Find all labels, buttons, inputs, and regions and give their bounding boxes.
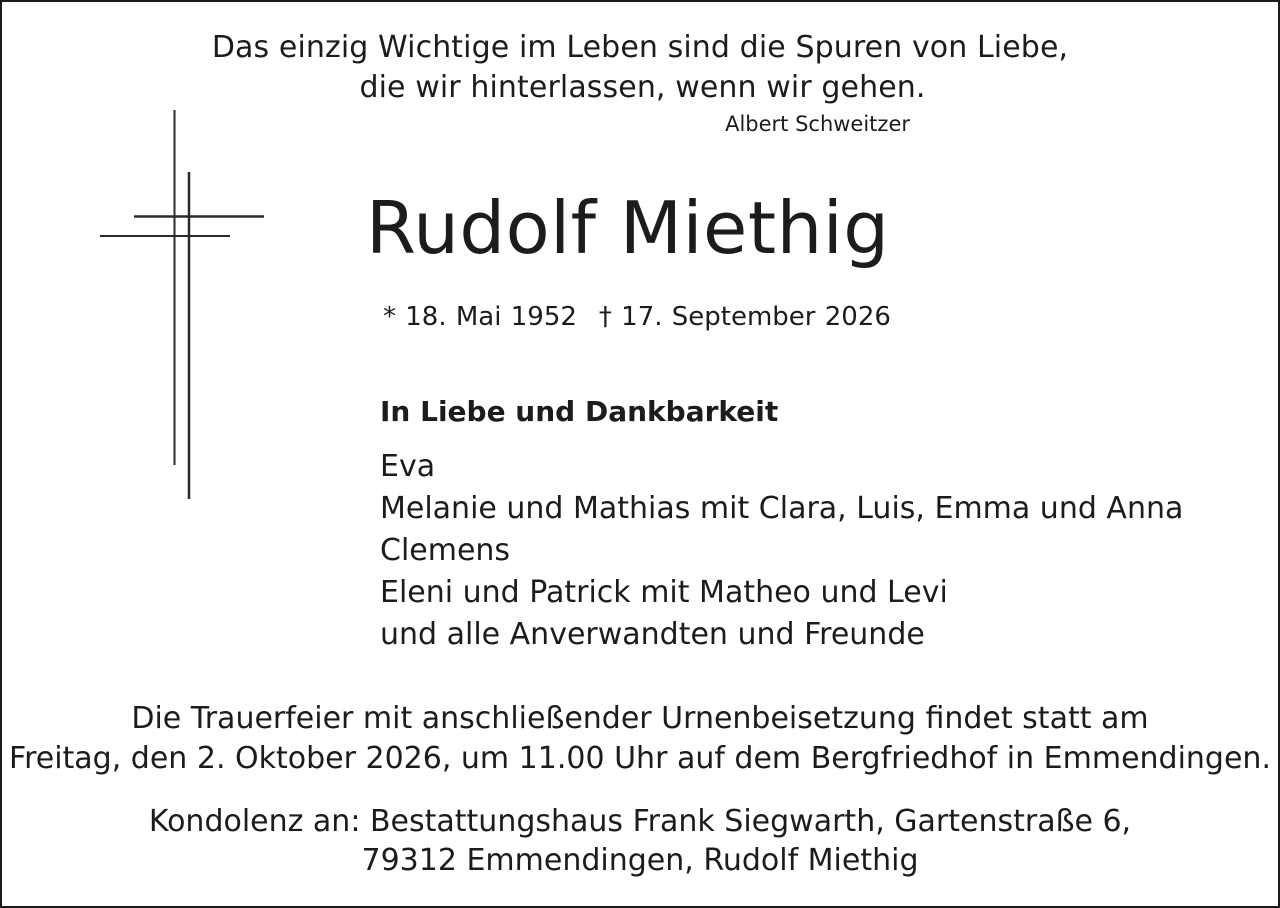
mourners-heading: In Liebe und Dankbarkeit — [380, 395, 779, 428]
quote-author: Albert Schweitzer — [725, 112, 910, 136]
mourner-line: Clemens — [380, 533, 511, 568]
condolence-line-2: 79312 Emmendingen, Rudolf Miethig — [361, 843, 919, 878]
mourner-line: Eva — [380, 449, 436, 484]
condolence-line-1: Kondolenz an: Bestattungshaus Frank Siegwarth, Gartenstraße 6, — [148, 804, 1132, 839]
mourner-line: und alle Anverwandten und Freunde — [380, 617, 925, 652]
mourner-line: Melanie und Mathias mit Clara, Luis, Emma und Anna — [380, 491, 1184, 526]
mourner-line: Eleni und Patrick mit Matheo und Levi — [380, 575, 948, 610]
cross-icon — [98, 110, 268, 502]
life-dates — [383, 302, 891, 332]
mourners-list — [380, 446, 1183, 656]
quote-line-1: Das einzig Wichtige im Leben sind die Spuren von Liebe, — [211, 30, 1069, 65]
death-date: † 17. September 2026 — [598, 302, 891, 332]
ceremony-line-1: Die Trauerfeier mit anschließender Urnenbeisetzung findet statt am — [131, 701, 1149, 736]
ceremony-line-2: Freitag, den 2. Oktober 2026, um 11.00 Uhr auf dem Bergfriedhof in Emmendingen. — [9, 741, 1271, 776]
quote-line-2: die wir hinterlassen, wenn wir gehen. — [359, 70, 926, 105]
birth-date: * 18. Mai 1952 — [383, 302, 577, 332]
deceased-name: Rudolf Miethig — [366, 186, 890, 270]
